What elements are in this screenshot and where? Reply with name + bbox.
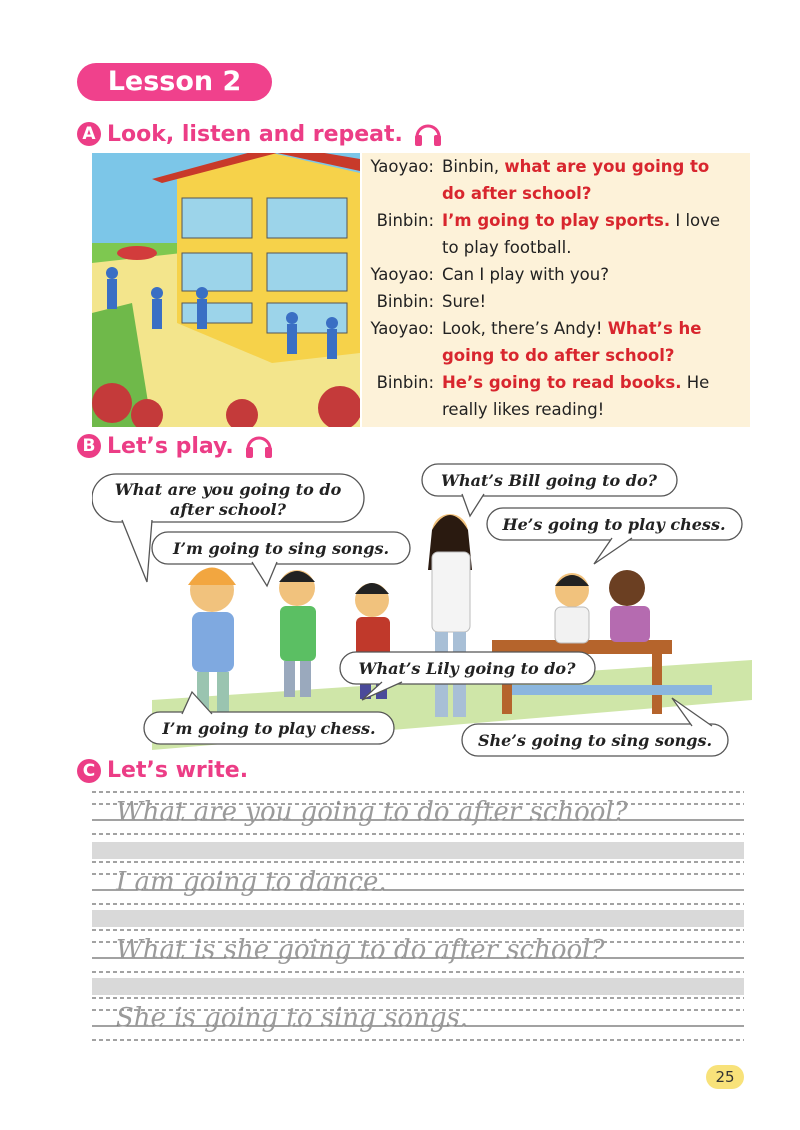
section-a-badge: A — [77, 122, 101, 146]
boy-figure — [609, 570, 650, 642]
girl-figure — [555, 573, 589, 643]
key-phrase: I’m going to play sports. — [442, 211, 671, 230]
boy-figure — [279, 570, 316, 697]
section-c-heading — [77, 758, 248, 783]
bubble-text: What’s Bill going to do? — [440, 471, 658, 490]
speaker-name: Yaoyao: — [370, 157, 434, 176]
dialogue-text: really likes reading! — [442, 400, 605, 419]
key-phrase: going to do after school? — [442, 346, 675, 365]
section-c-badge: C — [77, 759, 101, 783]
key-phrase: He’s going to read books. — [442, 373, 682, 392]
dialogue-text: Look, there’s Andy! — [442, 319, 608, 338]
headphones-icon[interactable] — [413, 120, 443, 148]
speech-bubble — [92, 474, 364, 582]
dialogue-text: to play football. — [442, 238, 572, 257]
trace-sentence: I am going to dance. — [116, 867, 387, 897]
bubble-text: What are you going to do — [114, 480, 342, 499]
dialogue-text: Binbin, — [442, 157, 505, 176]
section-b-heading — [77, 432, 274, 460]
section-b-title: Let’s play. — [107, 433, 234, 459]
bubble-text: I’m going to play chess. — [162, 719, 376, 738]
section-a-heading — [77, 120, 443, 148]
speech-bubble — [152, 532, 410, 586]
bubble-text: after school? — [170, 500, 286, 519]
lesson-title: Lesson 2 — [77, 63, 272, 101]
classroom-scene — [92, 460, 752, 770]
key-phrase: What’s he — [607, 319, 702, 338]
speaker-name: Binbin: — [376, 292, 434, 311]
dialogue-text: I love — [670, 211, 721, 230]
speaker-name: Binbin: — [376, 211, 434, 230]
dialogue-panel — [362, 153, 750, 427]
bubble-text: She’s going to sing songs. — [477, 731, 713, 750]
bubble-text: He’s going to play chess. — [502, 515, 726, 534]
girl-figure — [188, 568, 236, 713]
speech-bubble — [487, 508, 742, 564]
headphones-icon[interactable] — [244, 432, 274, 460]
trace-sentence: She is going to sing songs. — [116, 1003, 469, 1033]
dialogue-text: Sure! — [442, 292, 487, 311]
speaker-name: Yaoyao: — [370, 265, 434, 284]
key-phrase: what are you going to — [504, 157, 710, 176]
dialogue-text: He — [681, 373, 710, 392]
bubble-text: What’s Lily going to do? — [358, 659, 576, 678]
key-phrase: do after school? — [442, 184, 592, 203]
handwriting-practice-area — [92, 788, 744, 1048]
trace-sentence: What are you going to do after school? — [116, 797, 628, 827]
section-c-title: Let’s write. — [107, 758, 249, 783]
speaker-name: Yaoyao: — [370, 319, 434, 338]
page-number: 25 — [706, 1065, 744, 1089]
section-b-badge: B — [77, 434, 101, 458]
trace-sentence: What is she going to do after school? — [116, 935, 605, 965]
frisbee-icon — [117, 246, 157, 260]
dialogue-text: Can I play with you? — [442, 265, 609, 284]
school-scene-illustration — [92, 153, 360, 427]
bubble-text: I’m going to sing songs. — [172, 539, 390, 558]
speaker-name: Binbin: — [376, 373, 434, 392]
section-a-title: Look, listen and repeat. — [107, 121, 403, 147]
